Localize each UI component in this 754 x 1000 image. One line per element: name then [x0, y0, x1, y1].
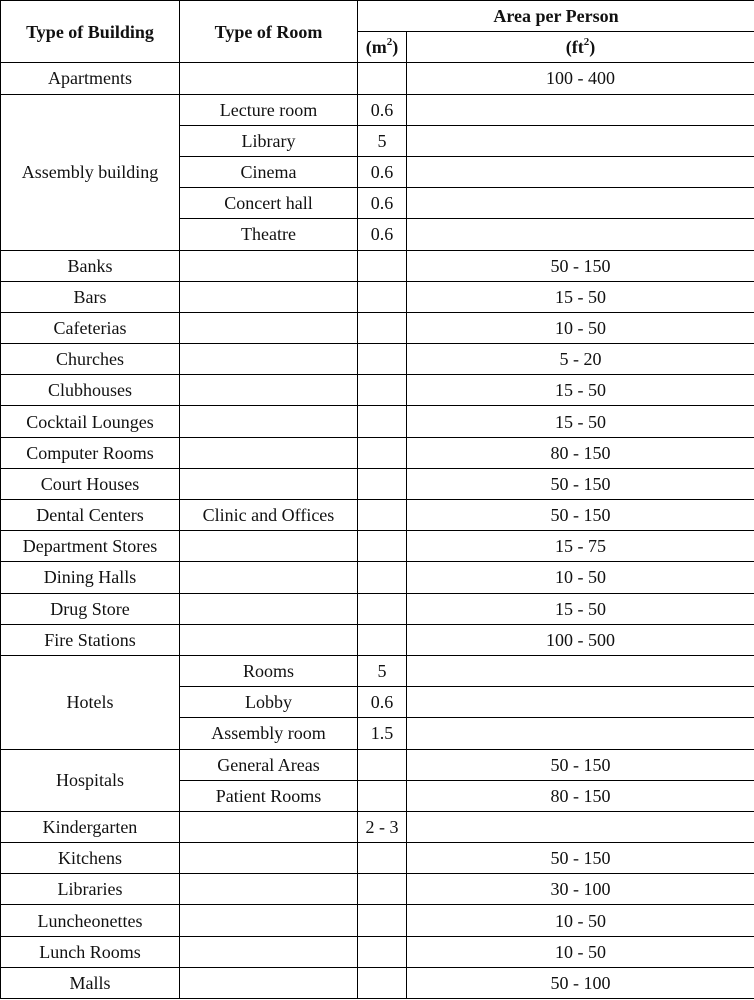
- table-row: [1, 531, 754, 562]
- building-cell: Hospitals: [1, 749, 180, 811]
- building-cell: Assembly building: [1, 94, 180, 250]
- m2-cell: [358, 344, 407, 375]
- ft2-cell: 50 - 150: [407, 843, 754, 874]
- building-cell: Apartments: [1, 63, 180, 94]
- ft2-cell: 10 - 50: [407, 936, 754, 967]
- ft2-cell: [407, 655, 754, 686]
- table-row: [1, 655, 754, 686]
- m2-cell: [358, 936, 407, 967]
- ft2-cell: 100 - 400: [407, 63, 754, 94]
- ft2-cell: 50 - 150: [407, 468, 754, 499]
- building-cell: Cafeterias: [1, 312, 180, 343]
- table-row: [1, 936, 754, 967]
- table-row: [1, 811, 754, 842]
- m2-cell: [358, 468, 407, 499]
- building-cell: Banks: [1, 250, 180, 281]
- room-cell: [180, 905, 358, 936]
- m2-cell: [358, 967, 407, 998]
- ft2-cell: 15 - 50: [407, 406, 754, 437]
- m2-cell: [358, 500, 407, 531]
- room-cell: [180, 63, 358, 94]
- m2-cell: [358, 624, 407, 655]
- table-row: [1, 437, 754, 468]
- ft2-cell: 15 - 50: [407, 281, 754, 312]
- room-cell: Patient Rooms: [180, 780, 358, 811]
- building-cell: Computer Rooms: [1, 437, 180, 468]
- ft2-cell: [407, 718, 754, 749]
- m2-cell: [358, 905, 407, 936]
- header-area-per-person: Area per Person: [358, 1, 754, 32]
- ft2-cell: 5 - 20: [407, 344, 754, 375]
- m2-cell: 5: [358, 125, 407, 156]
- table-row: [1, 344, 754, 375]
- table-row: [1, 63, 754, 94]
- header-unit-m2: $(m^2)$: [358, 32, 407, 63]
- room-cell: [180, 562, 358, 593]
- room-cell: Cinema: [180, 156, 358, 187]
- room-cell: [180, 250, 358, 281]
- m2-cell: [358, 437, 407, 468]
- room-cell: Lecture room: [180, 94, 358, 125]
- room-cell: Lobby: [180, 687, 358, 718]
- table-row: [1, 905, 754, 936]
- room-cell: [180, 967, 358, 998]
- m2-cell: [358, 593, 407, 624]
- table-row: [1, 749, 754, 780]
- table-row: [1, 500, 754, 531]
- room-cell: Rooms: [180, 655, 358, 686]
- building-cell: Malls: [1, 967, 180, 998]
- building-cell: Churches: [1, 344, 180, 375]
- table-row: [1, 406, 754, 437]
- ft2-cell: [407, 811, 754, 842]
- room-cell: [180, 344, 358, 375]
- building-cell: Dental Centers: [1, 500, 180, 531]
- room-cell: [180, 281, 358, 312]
- building-cell: Department Stores: [1, 531, 180, 562]
- ft2-cell: [407, 94, 754, 125]
- m2-cell: [358, 843, 407, 874]
- ft2-cell: 80 - 150: [407, 780, 754, 811]
- building-cell: Luncheonettes: [1, 905, 180, 936]
- room-cell: Concert hall: [180, 188, 358, 219]
- table-row: [1, 624, 754, 655]
- table-row: [1, 967, 754, 998]
- room-cell: [180, 843, 358, 874]
- m2-cell: 0.6: [358, 94, 407, 125]
- room-cell: [180, 312, 358, 343]
- building-cell: Libraries: [1, 874, 180, 905]
- ft2-cell: 10 - 50: [407, 312, 754, 343]
- building-cell: Cocktail Lounges: [1, 406, 180, 437]
- ft2-cell: 15 - 50: [407, 593, 754, 624]
- table-row: [1, 312, 754, 343]
- table-row: [1, 375, 754, 406]
- header-row: [1, 1, 754, 32]
- table-row: [1, 468, 754, 499]
- m2-cell: 1.5: [358, 718, 407, 749]
- m2-cell: 5: [358, 655, 407, 686]
- m2-cell: [358, 312, 407, 343]
- ft2-cell: 10 - 50: [407, 905, 754, 936]
- m2-cell: [358, 531, 407, 562]
- ft2-cell: 15 - 50: [407, 375, 754, 406]
- room-cell: [180, 811, 358, 842]
- ft2-cell: 50 - 150: [407, 749, 754, 780]
- ft2-cell: 100 - 500: [407, 624, 754, 655]
- m2-cell: 2 - 3: [358, 811, 407, 842]
- table-row: [1, 843, 754, 874]
- m2-cell: 0.6: [358, 188, 407, 219]
- ft2-cell: [407, 125, 754, 156]
- building-cell: Hotels: [1, 655, 180, 749]
- room-cell: Library: [180, 125, 358, 156]
- ft2-cell: 10 - 50: [407, 562, 754, 593]
- building-cell: Dining Halls: [1, 562, 180, 593]
- m2-cell: 0.6: [358, 219, 407, 250]
- room-cell: [180, 468, 358, 499]
- table-row: [1, 874, 754, 905]
- ft2-cell: 50 - 150: [407, 250, 754, 281]
- ft2-cell: 50 - 100: [407, 967, 754, 998]
- room-cell: [180, 624, 358, 655]
- m2-cell: [358, 780, 407, 811]
- ft2-cell: 80 - 150: [407, 437, 754, 468]
- ft2-cell: 30 - 100: [407, 874, 754, 905]
- ft2-cell: [407, 156, 754, 187]
- building-cell: Bars: [1, 281, 180, 312]
- m2-cell: [358, 250, 407, 281]
- m2-cell: [358, 874, 407, 905]
- room-cell: [180, 406, 358, 437]
- ft2-cell: 15 - 75: [407, 531, 754, 562]
- room-cell: Clinic and Offices: [180, 500, 358, 531]
- ft2-cell: [407, 687, 754, 718]
- room-cell: [180, 936, 358, 967]
- m2-cell: [358, 562, 407, 593]
- table-row: [1, 94, 754, 125]
- table-row: [1, 562, 754, 593]
- building-cell: Court Houses: [1, 468, 180, 499]
- m2-cell: [358, 63, 407, 94]
- building-cell: Clubhouses: [1, 375, 180, 406]
- building-cell: Kindergarten: [1, 811, 180, 842]
- m2-cell: 0.6: [358, 156, 407, 187]
- table-row: [1, 250, 754, 281]
- header-unit-ft2: $(ft^2)$: [407, 32, 754, 63]
- m2-cell: 0.6: [358, 687, 407, 718]
- m2-cell: [358, 281, 407, 312]
- room-cell: [180, 874, 358, 905]
- room-cell: Theatre: [180, 219, 358, 250]
- building-cell: Kitchens: [1, 843, 180, 874]
- room-cell: [180, 531, 358, 562]
- table-row: [1, 593, 754, 624]
- header-type-of-building: Type of Building: [1, 1, 180, 63]
- building-cell: Fire Stations: [1, 624, 180, 655]
- building-cell: Drug Store: [1, 593, 180, 624]
- ft2-cell: [407, 188, 754, 219]
- ft2-cell: [407, 219, 754, 250]
- ft2-cell: 50 - 150: [407, 500, 754, 531]
- header-type-of-room: Type of Room: [180, 1, 358, 63]
- building-cell: Lunch Rooms: [1, 936, 180, 967]
- room-cell: [180, 593, 358, 624]
- room-cell: [180, 375, 358, 406]
- room-cell: [180, 437, 358, 468]
- m2-cell: [358, 749, 407, 780]
- table-row: [1, 281, 754, 312]
- m2-cell: [358, 375, 407, 406]
- m2-cell: [358, 406, 407, 437]
- room-cell: Assembly room: [180, 718, 358, 749]
- room-cell: General Areas: [180, 749, 358, 780]
